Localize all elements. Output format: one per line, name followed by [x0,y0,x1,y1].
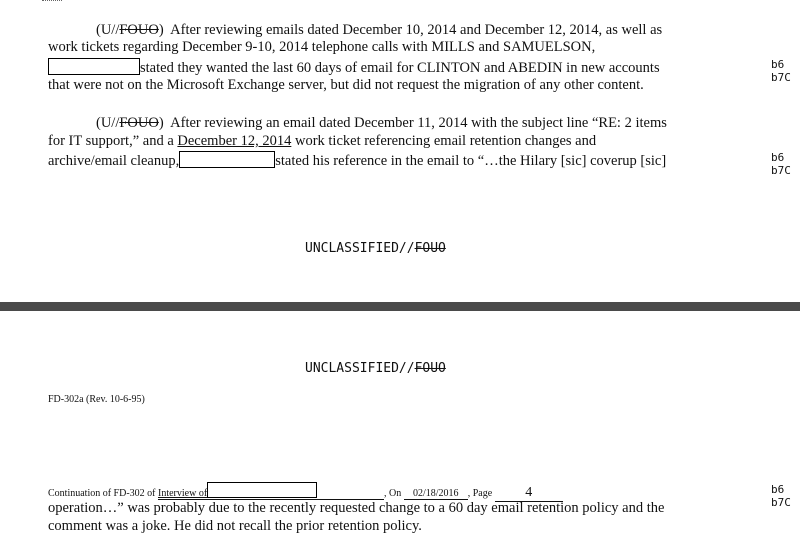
paragraph-1-line-3: stated they wanted the last 60 days of email for CLINTON and ABEDIN in new accounts [48,58,660,77]
paragraph-1-line-4: that were not on the Microsoft Exchange server, but did not request the migration of any other content. [48,77,644,93]
classification-marking: (U//FOUO) [96,22,164,38]
redaction-box [179,151,275,168]
continuation-line [48,482,563,502]
paragraph-2-line-3: archive/email cleanup, stated his reference in the email to “…the Hilary [sic] coverup [sic] [48,153,667,169]
paragraph-2-line-1: (U//FOUO) After reviewing an email dated December 11, 2014 with the subject line “RE: 2 items [96,115,667,131]
interview-label: Interview of [158,488,208,499]
form-id: FD-302a (Rev. 10-6-95) [48,394,145,405]
classification-marking: (U//FOUO) [96,115,164,131]
continuation-label: Continuation of FD-302 of [48,488,156,499]
exemption-codes-1: b6 b7C [771,58,791,84]
exemption-codes-2: b6 b7C [771,151,791,177]
paragraph-1-line-2: work tickets regarding December 9-10, 2014 telephone calls with MILLS and SAMUELSON, [48,39,596,55]
exemption-codes-3: b6 b7C [771,483,791,509]
header-classification-marking: UNCLASSIFIED//FOUO [305,361,446,376]
body-line-2: comment was a joke. He did not recall the prior retention policy. [48,518,422,534]
on-label: , On [384,488,402,499]
paragraph-1-line-1: (U//FOUO) After reviewing emails dated December 10, 2014 and December 12, 2014, as well as [96,22,663,38]
page-label: , Page [467,488,493,499]
footer-classification-marking: UNCLASSIFIED//FOUO [305,241,446,256]
page-edge-marks [42,0,62,4]
page-number-field: 4 [495,485,563,502]
redaction-box [48,58,140,75]
page-divider [0,302,800,311]
page-fragment-bottom [0,311,800,552]
subject-field [158,482,384,500]
date-field: 02/18/2016 [404,488,468,500]
body-line-1: operation…” was probably due to the recently requested change to a 60 day email retention policy and the [48,500,665,516]
redaction-box [207,482,317,498]
paragraph-2-line-2: for IT support,” and a December 12, 2014 work ticket referencing email retention changes and [48,133,597,149]
